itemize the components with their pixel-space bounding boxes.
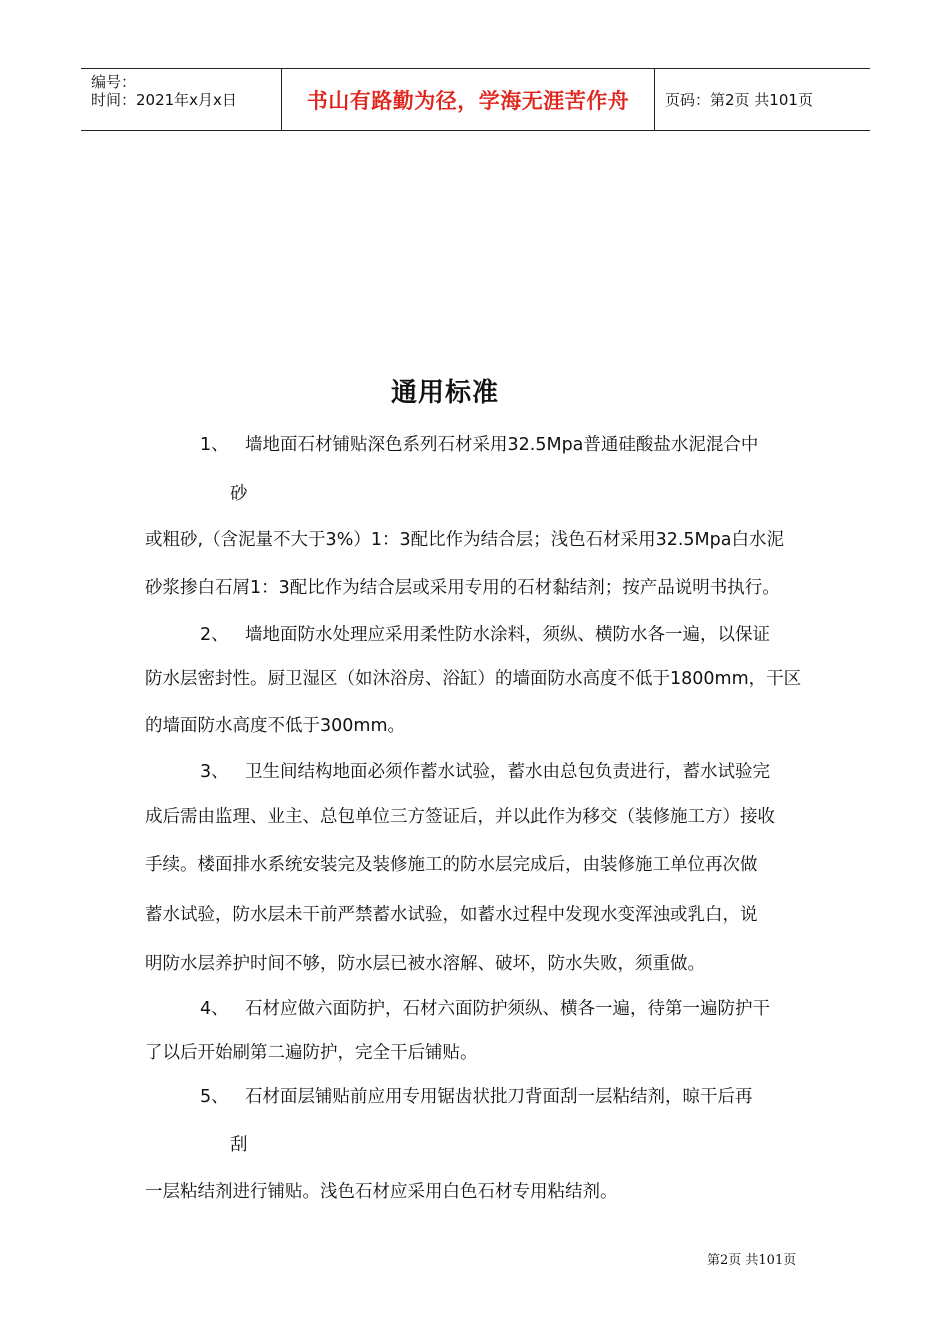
- paragraph-5-line-3: 一层粘结剂进行铺贴。浅色石材应采用白色石材专用粘结剂。: [145, 1182, 618, 1202]
- item-number-1: 1、: [200, 435, 229, 455]
- header-meta: [81, 69, 281, 130]
- paragraph-1-line-4: 砂浆掺白石屑1：3配比作为结合层或采用专用的石材黏结剂；按产品说明书执行。: [145, 578, 780, 598]
- paragraph-4-line-2: 了以后开始刷第二遍防护，完全干后铺贴。: [145, 1043, 478, 1063]
- paragraph-3-line-1: [200, 760, 770, 784]
- paragraph-text: 石材面层铺贴前应用专用锯齿状批刀背面刮一层粘结剂，晾干后再: [245, 1087, 753, 1107]
- header-page-info: 页码：第2页 共101页: [665, 91, 813, 109]
- paragraph-text: 卫生间结构地面必须作蓄水试验，蓄水由总包负责进行，蓄水试验完: [245, 762, 770, 782]
- paragraph-2-line-3: 的墙面防水高度不低于300mm。: [145, 716, 405, 736]
- paragraph-1-line-2: 砂: [230, 484, 248, 504]
- paragraph-4-line-1: [200, 997, 770, 1021]
- time-label: 时间：2021年x月x日: [91, 91, 237, 109]
- paragraph-text: 墙地面防水处理应采用柔性防水涂料，须纵、横防水各一遍，以保证: [245, 625, 770, 645]
- paragraph-2-line-1: [200, 623, 770, 647]
- item-number-3: 3、: [200, 762, 229, 782]
- paragraph-3-line-5: 明防水层养护时间不够，防水层已被水溶解、破坏，防水失败，须重做。: [145, 954, 705, 974]
- document-title: 通用标准: [390, 378, 499, 408]
- paragraph-1-line-3: 或粗砂,（含泥量不大于3%）1：3配比作为结合层；浅色石材采用32.5Mpa白水泥: [145, 530, 784, 550]
- paragraph-1-line-1: [200, 433, 758, 457]
- paragraph-3-line-2: 成后需由监理、业主、总包单位三方签证后，并以此作为移交（装修施工方）接收: [145, 807, 775, 827]
- page-header: [81, 68, 870, 131]
- item-number-2: 2、: [200, 625, 229, 645]
- paragraph-5-line-2: 刮: [230, 1135, 248, 1155]
- paragraph-5-line-1: [200, 1085, 753, 1109]
- item-number-5: 5、: [200, 1087, 229, 1107]
- paragraph-3-line-3: 手续。楼面排水系统安装完及装修施工的防水层完成后，由装修施工单位再次做: [145, 855, 758, 875]
- item-number-4: 4、: [200, 999, 229, 1019]
- header-motto: 书山有路勤为径，学海无涯苦作舟: [281, 69, 655, 130]
- paragraph-text: 石材应做六面防护，石材六面防护须纵、横各一遍，待第一遍防护干: [245, 999, 770, 1019]
- code-label: 编号：: [91, 73, 137, 91]
- paragraph-2-line-2: 防水层密封性。厨卫湿区（如沐浴房、浴缸）的墙面防水高度不低于1800mm，干区: [145, 669, 802, 689]
- paragraph-text: 墙地面石材铺贴深色系列石材采用32.5Mpa普通硅酸盐水泥混合中: [245, 435, 759, 455]
- page-footer: 第2页 共101页: [707, 1253, 797, 1268]
- paragraph-3-line-4: 蓄水试验，防水层未干前严禁蓄水试验，如蓄水过程中发现水变浑浊或乳白，说: [145, 905, 758, 925]
